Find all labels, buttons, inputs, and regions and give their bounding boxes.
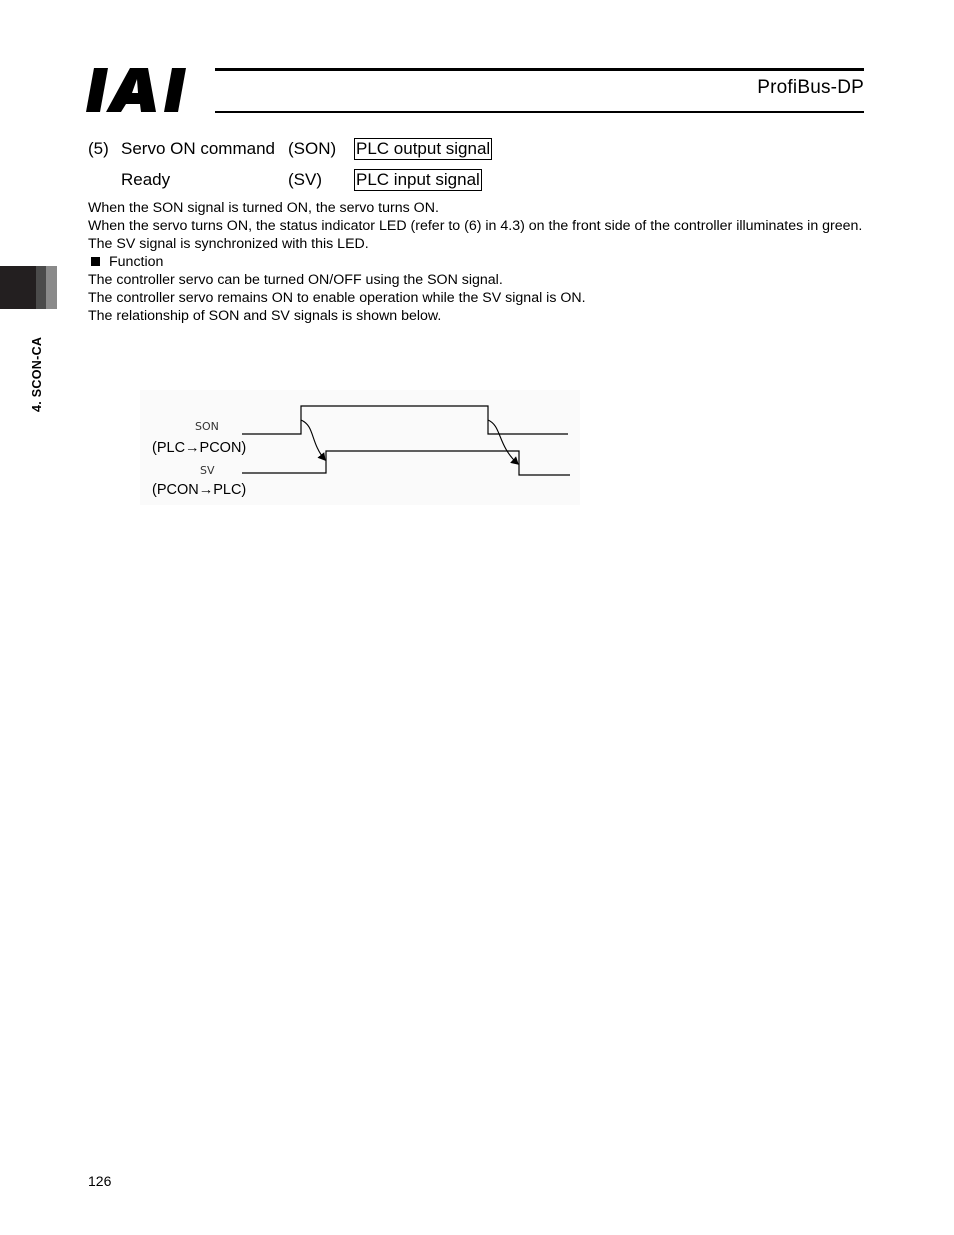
page-number: 126: [88, 1173, 112, 1189]
product-title: ProfiBus-DP: [757, 77, 864, 98]
header-rule-top: [215, 68, 864, 71]
sv-direction: (PCON→PLC): [152, 482, 247, 498]
son-name: Servo ON command: [121, 139, 275, 158]
son-sv-timing-diagram: [140, 390, 580, 505]
sv-abbr: (SV): [288, 170, 322, 189]
function-heading: Function: [88, 253, 878, 271]
body-line: The SV signal is synchronized with this LED.: [88, 236, 369, 252]
iai-logo: [86, 64, 206, 116]
body-line: The relationship of SON and SV signals is shown below.: [88, 308, 442, 324]
body-line: The controller servo remains ON to enable operation while the SV signal is ON.: [88, 290, 586, 306]
chapter-tab-dark: [0, 266, 36, 309]
sv-signal-type: PLC input signal: [356, 170, 480, 189]
son-abbr: (SON): [288, 139, 337, 158]
son-signal-type: PLC output signal: [356, 139, 491, 158]
sv-label: SV: [200, 464, 215, 477]
son-direction: (PLC→PCON): [152, 440, 247, 456]
chapter-label: 4. SCON-CA: [30, 336, 44, 412]
square-bullet-icon: [91, 257, 100, 266]
body-line: The controller servo can be turned ON/OFF using the SON signal.: [88, 272, 503, 288]
chapter-tab-mid: [36, 266, 46, 309]
sv-name: Ready: [121, 170, 171, 189]
description: [88, 199, 878, 325]
item-number: (5): [88, 139, 109, 158]
header-rule-bottom: [215, 111, 864, 113]
body-line: When the SON signal is turned ON, the servo turns ON.: [88, 200, 439, 216]
body-line: When the servo turns ON, the status indicator LED (refer to (6) in 4.3) on the front side of the controller illuminates in green.: [88, 218, 863, 234]
chapter-tab-light: [46, 266, 57, 309]
son-label: SON: [195, 420, 219, 433]
